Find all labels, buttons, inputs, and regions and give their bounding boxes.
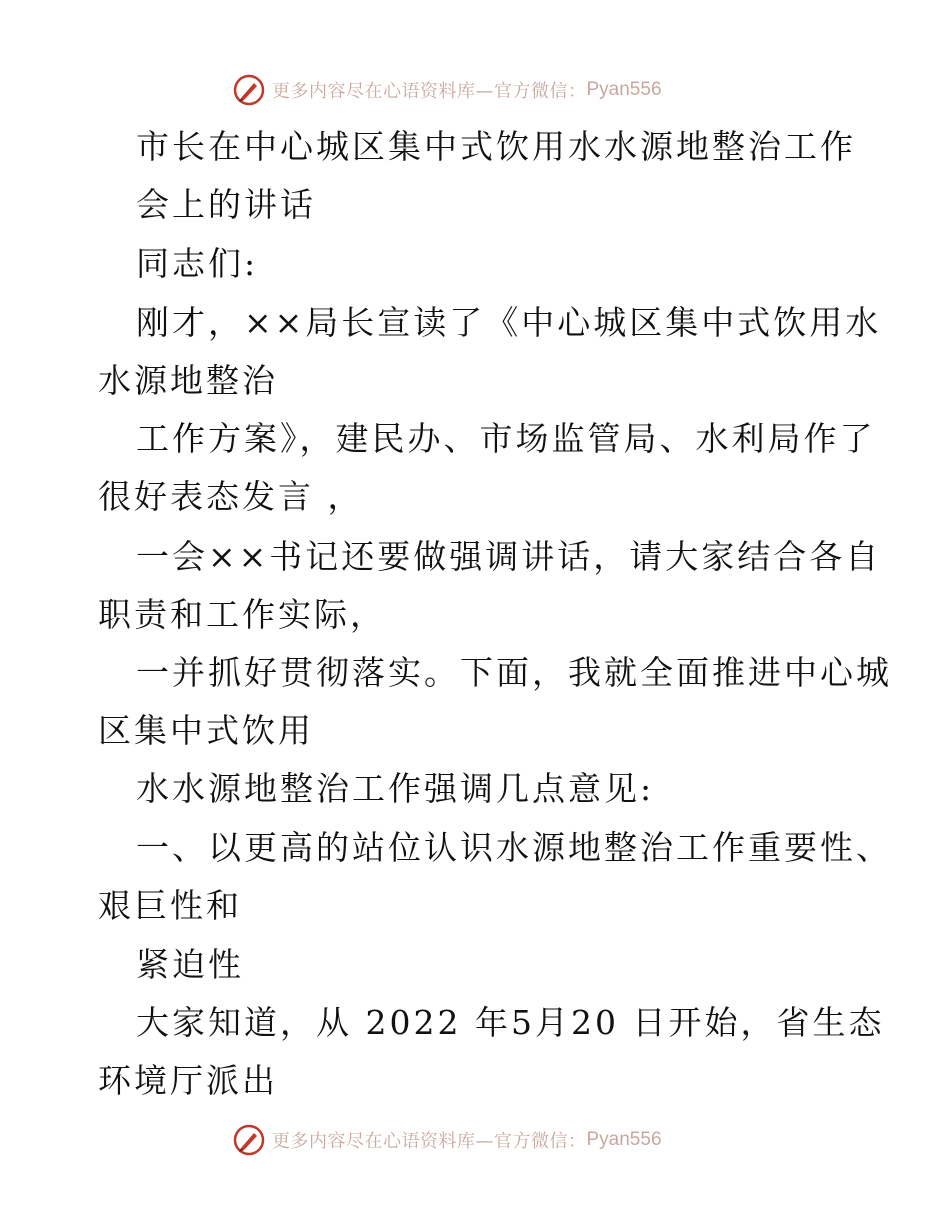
watermark-text: 更多内容尽在心语资料库—官方微信： bbox=[272, 1131, 587, 1152]
paragraph-line: 区集中式饮用 bbox=[98, 711, 314, 750]
paragraph-line: 很好表态发言 ， bbox=[98, 477, 364, 516]
paragraph-line: 工作方案》，建民办、市场监管局、水利局作了 bbox=[136, 419, 876, 458]
watermark-id: Pyan556 bbox=[586, 79, 662, 100]
paragraph-line: 职责和工作实际， bbox=[98, 595, 386, 634]
paragraph-line: 一会××书记还要做强调讲话，请大家结合各自 bbox=[136, 537, 882, 576]
paragraph-line: 刚才，××局长宣读了《中心城区集中式饮用水 bbox=[136, 303, 882, 342]
section-heading-line: 艰巨性和 bbox=[98, 886, 242, 925]
paragraph-line: 一并抓好贯彻落实。下面，我就全面推进中心城 bbox=[136, 653, 892, 692]
title-line-2: 会上的讲话 bbox=[136, 185, 316, 224]
title-line-1: 市长在中心城区集中式饮用水水源地整治工作 bbox=[136, 127, 856, 166]
pen-logo-icon bbox=[232, 73, 266, 107]
watermark-id: Pyan556 bbox=[586, 1129, 662, 1150]
paragraph-line: 水源地整治 bbox=[98, 361, 278, 400]
section-heading-line: 紧迫性 bbox=[136, 945, 244, 984]
salutation: 同志们: bbox=[136, 244, 259, 283]
watermark-header bbox=[232, 72, 662, 108]
watermark-text: 更多内容尽在心语资料库—官方微信： bbox=[272, 81, 587, 102]
pen-logo-icon bbox=[232, 1123, 266, 1157]
paragraph-line: 环境厅派出 bbox=[98, 1061, 278, 1100]
paragraph-line: 大家知道，从 2022 年5月20 日开始，省生态 bbox=[136, 1003, 885, 1042]
section-heading-line: 一、以更高的站位认识水源地整治工作重要性、 bbox=[136, 828, 892, 867]
watermark-footer bbox=[232, 1122, 662, 1158]
paragraph-line: 水水源地整治工作强调几点意见: bbox=[136, 769, 655, 808]
